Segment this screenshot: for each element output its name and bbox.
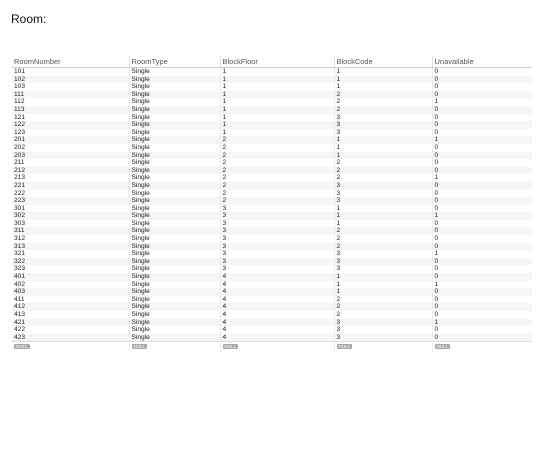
block-code-cell[interactable]: 3 bbox=[334, 114, 432, 122]
block-code-cell[interactable]: 1 bbox=[334, 152, 432, 160]
block-code-cell[interactable]: 3 bbox=[334, 265, 432, 273]
room-number-cell[interactable]: 203 bbox=[12, 152, 129, 160]
room-number-cell[interactable]: 101 bbox=[14, 68, 26, 75]
null-badge: NULL bbox=[16, 344, 28, 350]
unavailable-cell[interactable]: 1 bbox=[432, 281, 532, 289]
block-floor-cell[interactable]: 2 bbox=[220, 152, 334, 160]
block-code-cell[interactable]: 3 bbox=[334, 250, 432, 258]
unavailable-cell[interactable]: 0 bbox=[432, 303, 532, 311]
block-code-cell[interactable]: 2 bbox=[334, 296, 432, 304]
room-number-cell[interactable]: 221 bbox=[12, 182, 129, 190]
unavailable-cell[interactable]: 0 bbox=[432, 152, 532, 160]
column-header-blockfloor[interactable]: BlockFloor bbox=[220, 56, 334, 68]
room-type-cell[interactable]: Single bbox=[129, 167, 220, 175]
unavailable-cell[interactable]: 0 bbox=[432, 76, 532, 84]
unavailable-cell[interactable]: 0 bbox=[432, 326, 532, 334]
block-floor-cell[interactable]: 4 bbox=[220, 319, 334, 327]
null-badge: NULL bbox=[133, 344, 146, 350]
table-row[interactable] bbox=[12, 303, 532, 311]
table-row[interactable] bbox=[12, 281, 532, 289]
room-number-cell[interactable]: 313 bbox=[12, 243, 129, 251]
unavailable-cell[interactable]: 1 bbox=[432, 212, 532, 220]
room-type-cell[interactable]: Single bbox=[129, 182, 220, 190]
column-header-roomtype[interactable]: RoomType bbox=[129, 56, 220, 68]
unavailable-cell[interactable]: 1 bbox=[432, 319, 532, 327]
unavailable-cell[interactable]: 0 bbox=[432, 243, 532, 251]
room-number-cell[interactable]: 423 bbox=[12, 334, 129, 342]
table-row[interactable] bbox=[12, 273, 532, 281]
room-number-cell[interactable]: 112 bbox=[14, 98, 25, 106]
room-number-cell[interactable]: 223 bbox=[12, 197, 129, 205]
room-type-cell[interactable]: Single bbox=[129, 83, 220, 91]
table-row[interactable] bbox=[12, 114, 532, 122]
table-row[interactable] bbox=[12, 167, 532, 175]
room-number-cell[interactable]: 212 bbox=[12, 167, 129, 175]
block-code-cell[interactable]: 2 bbox=[334, 235, 432, 243]
room-type-cell[interactable]: Single bbox=[129, 235, 220, 243]
block-floor-cell[interactable]: 3 bbox=[220, 205, 334, 213]
block-code-cell[interactable]: 2 bbox=[334, 159, 432, 167]
block-code-cell[interactable]: 1 bbox=[334, 281, 432, 289]
table-row[interactable] bbox=[12, 159, 532, 167]
table-row[interactable] bbox=[12, 220, 532, 228]
block-code-cell[interactable]: 1 bbox=[334, 205, 432, 213]
room-number-cell[interactable]: 213 bbox=[14, 174, 26, 182]
block-code-cell[interactable]: 3 bbox=[334, 258, 432, 266]
room-number-cell[interactable]: 321 bbox=[14, 250, 26, 258]
block-floor-cell[interactable]: 1 bbox=[220, 68, 334, 76]
room-type-cell[interactable]: Single bbox=[129, 136, 220, 144]
block-code-cell[interactable]: 2 bbox=[334, 174, 432, 182]
room-type-cell[interactable]: Single bbox=[129, 68, 220, 76]
room-type-cell[interactable]: Single bbox=[129, 159, 220, 167]
block-floor-cell[interactable]: 2 bbox=[220, 159, 334, 167]
block-code-cell[interactable]: 3 bbox=[334, 326, 432, 334]
room-number-cell[interactable]: 411 bbox=[14, 295, 25, 303]
block-floor-cell[interactable]: 2 bbox=[220, 197, 334, 205]
room-type-cell[interactable]: Single bbox=[129, 220, 220, 228]
table-row[interactable] bbox=[12, 174, 532, 182]
block-code-cell[interactable]: 1 bbox=[334, 220, 432, 228]
table-row[interactable] bbox=[12, 76, 532, 84]
room-type-cell[interactable]: Single bbox=[129, 326, 220, 334]
room-type-cell[interactable]: Single bbox=[129, 311, 220, 319]
room-number-cell[interactable]: 103 bbox=[14, 83, 26, 91]
room-type-cell[interactable]: Single bbox=[129, 212, 220, 220]
block-floor-cell[interactable]: 3 bbox=[220, 265, 334, 273]
block-floor-cell[interactable]: 4 bbox=[220, 288, 334, 296]
room-type-cell[interactable]: Single bbox=[129, 288, 220, 296]
room-type-cell[interactable]: Single bbox=[129, 243, 220, 251]
room-type-cell[interactable]: Single bbox=[129, 76, 220, 84]
block-floor-cell[interactable]: 2 bbox=[220, 167, 334, 175]
room-type-cell[interactable]: Single bbox=[129, 319, 220, 327]
unavailable-cell[interactable]: 0 bbox=[432, 159, 532, 167]
room-number-cell[interactable]: 302 bbox=[12, 212, 129, 220]
room-number-cell[interactable]: 303 bbox=[14, 219, 26, 227]
block-floor-cell[interactable]: 4 bbox=[220, 296, 334, 304]
room-type-cell[interactable]: Single bbox=[129, 250, 220, 258]
room-number-cell[interactable]: 403 bbox=[12, 288, 129, 296]
block-floor-cell[interactable]: 1 bbox=[220, 91, 334, 99]
block-floor-cell[interactable]: 2 bbox=[220, 182, 334, 190]
header-row bbox=[12, 56, 532, 68]
table-header bbox=[12, 56, 532, 68]
block-floor-cell[interactable]: 3 bbox=[220, 227, 334, 235]
unavailable-cell[interactable]: 0 bbox=[432, 334, 532, 342]
table-body bbox=[12, 68, 532, 353]
room-number-cell[interactable]: 412 bbox=[12, 303, 129, 311]
block-code-cell[interactable]: 2 bbox=[334, 106, 432, 114]
table-row[interactable] bbox=[12, 91, 532, 99]
table-row[interactable] bbox=[12, 250, 532, 258]
null-cell[interactable] bbox=[129, 342, 220, 353]
block-code-cell[interactable]: 2 bbox=[334, 311, 432, 319]
column-header-unavailable[interactable]: Unavailable bbox=[432, 56, 532, 68]
block-code-cell[interactable]: 1 bbox=[334, 136, 432, 144]
room-number-cell[interactable]: 111 bbox=[12, 91, 129, 99]
room-type-cell[interactable]: Single bbox=[129, 106, 220, 114]
block-code-cell[interactable]: 2 bbox=[334, 303, 432, 311]
room-type-cell[interactable]: Single bbox=[129, 121, 220, 129]
table-row[interactable] bbox=[12, 334, 532, 342]
table-row[interactable] bbox=[12, 205, 532, 213]
unavailable-cell[interactable]: 0 bbox=[432, 190, 532, 198]
room-number-cell[interactable]: 401 bbox=[12, 273, 129, 281]
unavailable-cell[interactable]: 0 bbox=[432, 273, 532, 281]
block-floor-cell[interactable]: 2 bbox=[220, 190, 334, 198]
unavailable-cell[interactable]: 1 bbox=[432, 98, 532, 106]
table-row[interactable] bbox=[12, 288, 532, 296]
block-floor-cell[interactable]: 1 bbox=[220, 129, 334, 137]
block-code-cell[interactable]: 1 bbox=[334, 288, 432, 296]
table-row[interactable] bbox=[12, 182, 532, 190]
room-number-cell[interactable]: 202 bbox=[14, 143, 26, 151]
block-code-cell[interactable]: 3 bbox=[334, 334, 432, 342]
room-number-cell[interactable]: 102 bbox=[12, 76, 129, 84]
block-floor-cell[interactable]: 3 bbox=[220, 235, 334, 243]
unavailable-cell[interactable]: 0 bbox=[432, 227, 532, 235]
unavailable-cell[interactable]: 1 bbox=[432, 174, 532, 182]
block-floor-cell[interactable]: 1 bbox=[220, 98, 334, 106]
room-number-cell[interactable]: 421 bbox=[12, 319, 129, 327]
unavailable-cell[interactable]: 0 bbox=[432, 106, 532, 114]
table-row[interactable] bbox=[12, 197, 532, 205]
room-number-cell[interactable]: 123 bbox=[14, 128, 26, 136]
unavailable-cell[interactable]: 0 bbox=[432, 121, 532, 129]
block-floor-cell[interactable]: 2 bbox=[220, 144, 334, 152]
table-row[interactable] bbox=[12, 68, 532, 76]
block-floor-cell[interactable]: 4 bbox=[220, 334, 334, 342]
room-number-cell[interactable]: 422 bbox=[14, 326, 26, 334]
table-row[interactable] bbox=[12, 243, 532, 251]
block-code-cell[interactable]: 1 bbox=[334, 83, 432, 91]
unavailable-cell[interactable]: 0 bbox=[432, 265, 532, 273]
room-type-cell[interactable]: Single bbox=[129, 296, 220, 304]
table-row[interactable] bbox=[12, 136, 532, 144]
unavailable-cell[interactable]: 0 bbox=[432, 296, 532, 304]
room-number-cell[interactable]: 402 bbox=[14, 280, 26, 288]
room-number-cell[interactable]: 211 bbox=[14, 159, 25, 167]
unavailable-cell[interactable]: 0 bbox=[432, 83, 532, 91]
block-floor-cell[interactable]: 1 bbox=[220, 121, 334, 129]
table-row[interactable] bbox=[12, 129, 532, 137]
room-type-cell[interactable]: Single bbox=[129, 190, 220, 198]
block-code-cell[interactable]: 2 bbox=[334, 91, 432, 99]
table-row[interactable] bbox=[12, 144, 532, 152]
null-cell[interactable] bbox=[12, 342, 129, 353]
room-type-cell[interactable]: Single bbox=[129, 273, 220, 281]
room-number-cell[interactable]: 312 bbox=[14, 235, 26, 243]
block-floor-cell[interactable]: 4 bbox=[220, 281, 334, 289]
room-type-cell[interactable]: Single bbox=[129, 281, 220, 289]
block-floor-cell[interactable]: 3 bbox=[220, 258, 334, 266]
block-code-cell[interactable]: 3 bbox=[334, 121, 432, 129]
unavailable-cell[interactable]: 0 bbox=[432, 167, 532, 175]
room-number-cell[interactable]: 311 bbox=[12, 227, 129, 235]
block-floor-cell[interactable]: 3 bbox=[220, 212, 334, 220]
block-floor-cell[interactable]: 4 bbox=[220, 326, 334, 334]
table-row[interactable] bbox=[12, 190, 532, 198]
room-number-cell[interactable]: 201 bbox=[12, 136, 129, 144]
block-code-cell[interactable]: 1 bbox=[334, 144, 432, 152]
block-floor-cell[interactable]: 1 bbox=[220, 76, 334, 84]
room-type-cell[interactable]: Single bbox=[129, 152, 220, 160]
room-number-cell[interactable]: 322 bbox=[12, 258, 129, 266]
table-row[interactable] bbox=[12, 326, 532, 334]
room-type-cell[interactable]: Single bbox=[129, 129, 220, 137]
null-cell[interactable] bbox=[432, 342, 532, 353]
block-floor-cell[interactable]: 1 bbox=[220, 106, 334, 114]
block-code-cell[interactable]: 2 bbox=[334, 243, 432, 251]
null-badge: NULL bbox=[224, 344, 237, 350]
unavailable-cell[interactable]: 0 bbox=[432, 311, 532, 319]
block-code-cell[interactable]: 3 bbox=[334, 190, 432, 198]
block-floor-cell[interactable]: 2 bbox=[220, 174, 334, 182]
room-type-cell[interactable]: Single bbox=[129, 258, 220, 266]
block-code-cell[interactable]: 3 bbox=[334, 182, 432, 190]
block-code-cell[interactable]: 1 bbox=[334, 68, 432, 76]
unavailable-cell[interactable]: 0 bbox=[432, 144, 532, 152]
table-row[interactable] bbox=[12, 319, 532, 327]
block-code-cell[interactable]: 1 bbox=[334, 273, 432, 281]
null-cell[interactable] bbox=[334, 342, 432, 353]
block-floor-cell[interactable]: 1 bbox=[220, 114, 334, 122]
unavailable-cell[interactable]: 0 bbox=[432, 235, 532, 243]
room-number-cell[interactable]: 323 bbox=[14, 265, 26, 273]
block-floor-cell[interactable]: 2 bbox=[220, 136, 334, 144]
table-row[interactable] bbox=[12, 83, 532, 91]
table-row[interactable] bbox=[12, 106, 532, 114]
room-type-cell[interactable]: Single bbox=[129, 114, 220, 122]
room-type-cell[interactable]: Single bbox=[129, 98, 220, 106]
table-row[interactable] bbox=[12, 235, 532, 243]
column-header-blockcode[interactable]: BlockCode bbox=[334, 56, 432, 68]
table-row[interactable] bbox=[12, 98, 532, 106]
room-type-cell[interactable]: Single bbox=[129, 174, 220, 182]
unavailable-cell[interactable]: 0 bbox=[432, 114, 532, 122]
room-number-cell[interactable]: 122 bbox=[12, 121, 129, 129]
block-code-cell[interactable]: 3 bbox=[334, 319, 432, 327]
unavailable-cell[interactable]: 1 bbox=[432, 136, 532, 144]
table-row[interactable] bbox=[12, 121, 532, 129]
room-table bbox=[12, 56, 532, 352]
room-type-cell[interactable]: Single bbox=[129, 227, 220, 235]
new-row-placeholder[interactable] bbox=[12, 342, 532, 353]
block-floor-cell[interactable]: 4 bbox=[220, 303, 334, 311]
block-floor-cell[interactable]: 1 bbox=[220, 83, 334, 91]
block-code-cell[interactable]: 1 bbox=[334, 212, 432, 220]
unavailable-cell[interactable]: 0 bbox=[432, 91, 532, 99]
block-floor-cell[interactable]: 4 bbox=[220, 273, 334, 281]
unavailable-cell[interactable]: 0 bbox=[432, 129, 532, 137]
table-row[interactable] bbox=[12, 212, 532, 220]
unavailable-cell[interactable]: 0 bbox=[432, 220, 532, 228]
page-heading: Room: bbox=[11, 12, 47, 26]
table-row[interactable] bbox=[12, 152, 532, 160]
null-cell[interactable] bbox=[220, 342, 334, 353]
room-type-cell[interactable]: Single bbox=[129, 205, 220, 213]
unavailable-cell[interactable]: 0 bbox=[432, 197, 532, 205]
unavailable-cell[interactable]: 0 bbox=[432, 68, 532, 76]
block-floor-cell[interactable]: 3 bbox=[220, 250, 334, 258]
room-type-cell[interactable]: Single bbox=[129, 91, 220, 99]
table-row[interactable] bbox=[12, 265, 532, 273]
room-type-cell[interactable]: Single bbox=[129, 334, 220, 342]
unavailable-cell[interactable]: 0 bbox=[432, 205, 532, 213]
room-type-cell[interactable]: Single bbox=[129, 144, 220, 152]
block-code-cell[interactable]: 3 bbox=[334, 129, 432, 137]
null-badge: NULL bbox=[338, 344, 351, 350]
block-code-cell[interactable]: 2 bbox=[334, 167, 432, 175]
room-number-cell[interactable]: 413 bbox=[14, 311, 26, 318]
table-row[interactable] bbox=[12, 311, 532, 319]
column-header-roomnumber[interactable]: RoomNumber bbox=[12, 56, 129, 68]
block-code-cell[interactable]: 2 bbox=[334, 98, 432, 106]
unavailable-cell[interactable]: 1 bbox=[432, 250, 532, 258]
room-type-cell[interactable]: Single bbox=[129, 265, 220, 273]
unavailable-cell[interactable]: 0 bbox=[432, 182, 532, 190]
block-code-cell[interactable]: 1 bbox=[334, 76, 432, 84]
room-number-cell[interactable]: 121 bbox=[14, 113, 26, 121]
room-number-cell[interactable]: 113 bbox=[12, 106, 129, 114]
block-code-cell[interactable]: 3 bbox=[334, 197, 432, 205]
unavailable-cell[interactable]: 0 bbox=[432, 288, 532, 296]
block-code-cell[interactable]: 2 bbox=[334, 227, 432, 235]
room-type-cell[interactable]: Single bbox=[129, 303, 220, 311]
room-number-cell[interactable]: 222 bbox=[14, 189, 26, 197]
table-row[interactable] bbox=[12, 296, 532, 304]
block-floor-cell[interactable]: 3 bbox=[220, 220, 334, 228]
room-type-cell[interactable]: Single bbox=[129, 197, 220, 205]
null-badge: NULL bbox=[436, 344, 449, 350]
table-row[interactable] bbox=[12, 227, 532, 235]
unavailable-cell[interactable]: 0 bbox=[432, 258, 532, 266]
table-row[interactable] bbox=[12, 258, 532, 266]
block-floor-cell[interactable]: 4 bbox=[220, 311, 334, 319]
block-floor-cell[interactable]: 3 bbox=[220, 243, 334, 251]
room-number-cell[interactable]: 301 bbox=[14, 204, 26, 212]
